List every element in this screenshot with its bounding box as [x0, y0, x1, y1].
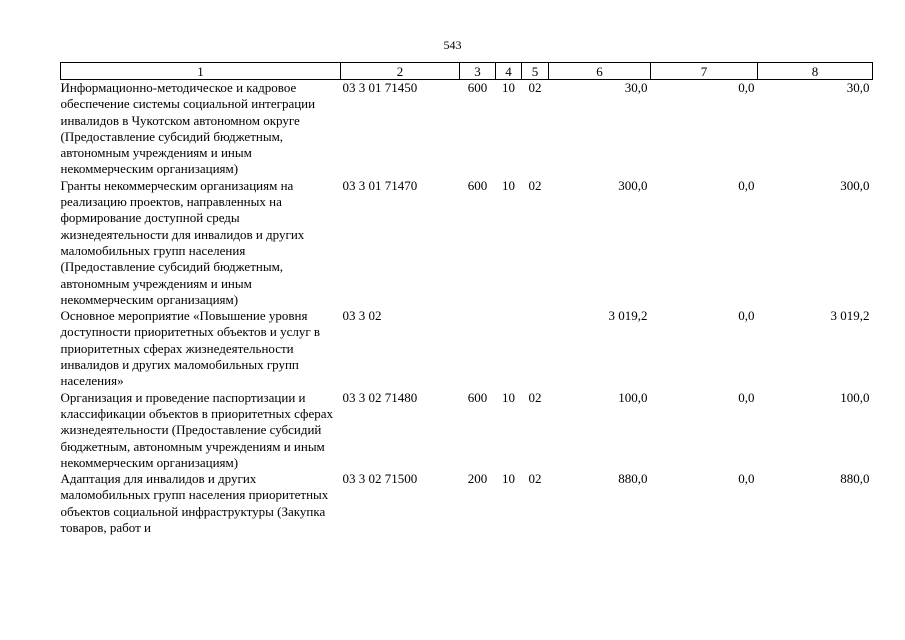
page-number: 543 [443, 38, 462, 52]
row-col7: 0,0 [738, 308, 755, 324]
row-col4 [496, 308, 522, 389]
row-col5: 02 [528, 471, 542, 487]
row-col6: 30,0 [624, 80, 648, 95]
row-col3: 600 [467, 389, 488, 405]
row-col7: 0,0 [738, 80, 755, 95]
row-col6: 100,0 [618, 389, 648, 405]
row-col8: 30,0 [846, 80, 870, 95]
table-row [61, 80, 873, 178]
row-col6: 880,0 [618, 471, 648, 487]
row-col7: 0,0 [738, 389, 755, 405]
row-col6: 3 019,2 [608, 308, 648, 324]
column-header-7: 7 [651, 63, 758, 80]
row-col5: 02 [528, 389, 542, 405]
row-col5 [522, 308, 549, 389]
row-col7: 0,0 [738, 177, 755, 193]
table-row [61, 178, 873, 308]
row-col4: 10 [502, 80, 515, 95]
row-col3: 200 [467, 471, 488, 487]
row-code: 03 3 01 71450 [342, 80, 418, 95]
row-col8: 880,0 [840, 471, 870, 487]
row-col7: 0,0 [738, 471, 755, 487]
header-row [61, 63, 873, 80]
column-header-5: 5 [522, 63, 549, 80]
row-col4: 10 [502, 389, 515, 405]
column-header-8: 8 [758, 63, 873, 80]
column-header-1: 1 [61, 63, 341, 80]
row-col4: 10 [502, 177, 515, 193]
row-code: 03 3 02 71500 [342, 471, 418, 487]
row-description: Адаптация для инвалидов и других маломобильных групп населения приоритетных объектов социальной инфраструктуры (Закупка товаров, работ и [60, 471, 329, 536]
row-col3: 600 [467, 177, 488, 193]
column-header-4: 4 [496, 63, 522, 80]
row-col3: 600 [467, 80, 488, 95]
row-col8: 3 019,2 [830, 308, 870, 324]
column-header-6: 6 [549, 63, 651, 80]
row-description: Основное мероприятие «Повышение уровня доступности приоритетных объектов и услуг в приоритетных сферах жизнедеятельности инвалидов и других маломобильных групп населения» [60, 308, 321, 389]
table-row [61, 308, 873, 389]
row-description: Информационно-методическое и кадровое обеспечение системы социальной интеграции инвалидов в Чукотском автономном округе (Предоставление субсидий бюджетным, автономным учреждениям и иным некоммерческим организациям) [60, 80, 316, 177]
table-row [61, 390, 873, 471]
row-col8: 300,0 [840, 177, 870, 193]
row-col3 [460, 308, 496, 389]
row-code: 03 3 02 [342, 308, 382, 324]
row-col6: 300,0 [618, 177, 648, 193]
row-col5: 02 [528, 177, 542, 193]
table-row [61, 471, 873, 536]
row-col5: 02 [528, 80, 542, 95]
column-header-2: 2 [341, 63, 460, 80]
column-header-3: 3 [460, 63, 496, 80]
budget-table [60, 62, 873, 536]
row-col8: 100,0 [840, 389, 870, 405]
row-code: 03 3 02 71480 [342, 389, 418, 405]
row-code: 03 3 01 71470 [342, 177, 418, 193]
row-description: Гранты некоммерческим организациям на реализацию проектов, направленных на формирование доступной среды жизнедеятельности для инвалидов и других маломобильных групп населения (Предоставление субсидий бюджетным, автономным учреждениям и иным некоммерческим организациям) [60, 177, 305, 307]
row-col4: 10 [502, 471, 515, 487]
row-description: Организация и проведение паспортизации и классификации объектов в приоритетных сферах жизнедеятельности (Предоставление субсидий бюджетным, автономным учреждениям и иным некоммерческим организациям) [60, 389, 334, 470]
